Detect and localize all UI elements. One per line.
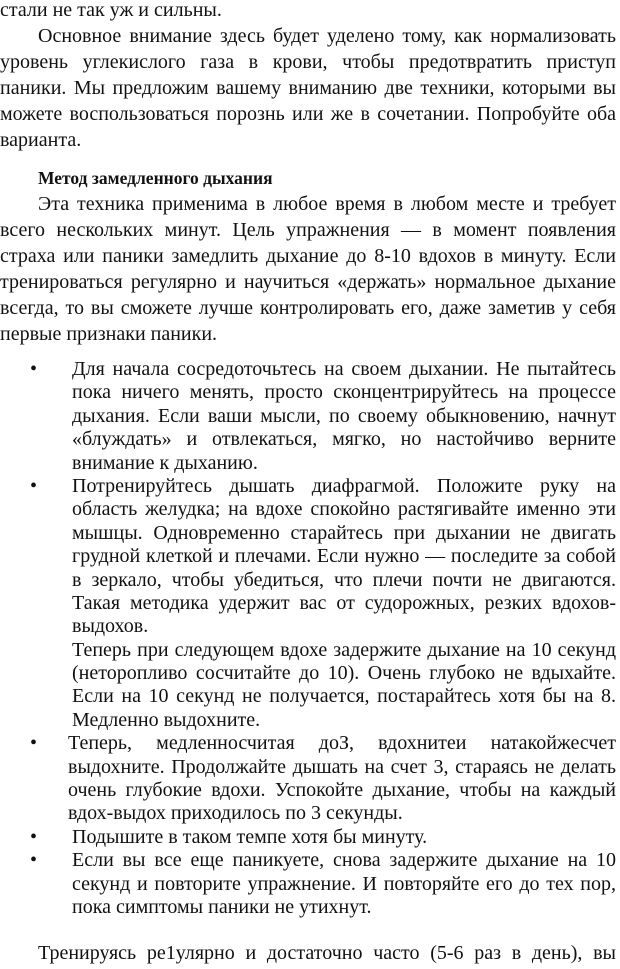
bullet-2-cont-line-1: Теперь при следующем вдохе задержите дыхание на 10 секунд xyxy=(72,638,616,661)
section-heading: Метод замедленного дыхания xyxy=(38,168,273,188)
closing-line: Тренируясь ре1улярно и достаточно часто (5-6 раз в день), вы xyxy=(38,942,616,964)
bullet-1-line-1: Для начала сосредоточьтесь на своем дыхании. Не пытайтесь xyxy=(72,358,616,380)
section-line-4: тренироваться регулярно и научиться «держать» нормальное дыхание xyxy=(0,271,616,293)
bullet-3-line-3: очень глубокие вдохи. Успокойте дыхание, чтобы на каждый xyxy=(68,779,616,802)
bullet-2-cont-line-2: (неторопливо сосчитайте до 10). Очень глубоко не вдыхайте. xyxy=(72,662,616,685)
bullet-5-line-3: пока симптомы паники не утихнут. xyxy=(72,896,372,918)
section-line-5: всегда, то вы сможете лучше контролировать его, даже заметив у себя xyxy=(0,297,616,319)
bullet-2-cont-line-4: Медленно выдохните. xyxy=(72,708,261,731)
bullet-2-line-6: Такая методика удержит вас от судорожных, резких вдохов- xyxy=(72,591,616,614)
bullet-1-line-3: дыхания. Если ваши мысли, по своему обыкновению, начнут xyxy=(72,404,616,427)
bullet-2-line-2: область желудка; на вдохе спокойно растягивайте именно эти xyxy=(72,498,616,521)
bullet-2-cont-line-3: Если на 10 секунд не получается, постарайтесь хотя бы на 8. xyxy=(72,685,616,708)
bullet-1-line-2: пока ничего менять, просто сконцентрируйтесь на процессе xyxy=(72,381,616,404)
section-line-6: первые признаки паники. xyxy=(0,323,218,345)
bullet-2-line-3: мышцы. Одновременно старайтесь при дыхании не двигать xyxy=(72,521,616,544)
intro-line-3: уровень углекислого газа в крови, чтобы предотвратить приступ xyxy=(0,51,616,73)
bullet-1-line-5: внимание к дыханию. xyxy=(72,451,258,474)
intro-line-6: варианта. xyxy=(0,129,82,151)
bullet-4-line-1: Подышите в таком темпе хотя бы минуту. xyxy=(72,825,428,848)
bullet-1-line-4: «блуждать» и отвлекаться, мягко, но настойчиво верните xyxy=(72,428,616,451)
bullet-3-line-2: выдохните. Продолжайте дышать на счет 3, стараясь не делать xyxy=(68,755,616,778)
bullet-2-line-5: в зеркало, чтобы убедиться, что плечи почти не двигаются. xyxy=(72,568,616,591)
bullet-marker-2: • xyxy=(30,474,38,497)
bullet-2-line-1: Потренируйтесь дышать диафрагмой. Положите руку на xyxy=(72,474,616,497)
intro-line-5: можете воспользоваться порознь или же в сочетании. Попробуйте оба xyxy=(0,103,616,125)
bullet-2-line-7: выдохов. xyxy=(72,615,149,638)
bullet-marker-3: • xyxy=(30,732,38,755)
intro-line-2: Основное внимание здесь будет уделено тому, как нормализовать xyxy=(38,25,616,47)
bullet-3-line-1: Теперь, медленносчитая доЗ, вдохнитеи натакойжесчет xyxy=(68,732,616,755)
bullet-2-line-4: грудной клеткой и плечами. Если нужно — последите за собой xyxy=(72,545,616,568)
bullet-5-line-1: Если вы все еще паникуете, снова задержите дыхание на 10 xyxy=(72,849,616,872)
intro-line-1: стали не так уж и сильны. xyxy=(0,0,222,21)
bullet-marker-5: • xyxy=(30,849,38,872)
bullet-marker-4: • xyxy=(30,825,38,848)
bullet-marker-1: • xyxy=(30,358,38,380)
section-line-2: всего нескольких минут. Цель упражнения — в момент появления xyxy=(0,219,616,241)
bullet-3-line-4: вдох-выдох приходилось по 3 секунды. xyxy=(68,802,403,825)
intro-line-4: паники. Мы предложим вашему вниманию две техники, которыми вы xyxy=(0,77,616,99)
section-line-1: Эта техника применима в любое время в любом месте и требует xyxy=(38,193,616,215)
section-line-3: страха или паники замедлить дыхание до 8-10 вдохов в минуту. Если xyxy=(0,245,616,267)
bullet-5-line-2: секунд и повторите упражнение. И повторяйте его до тех пор, xyxy=(72,872,616,895)
